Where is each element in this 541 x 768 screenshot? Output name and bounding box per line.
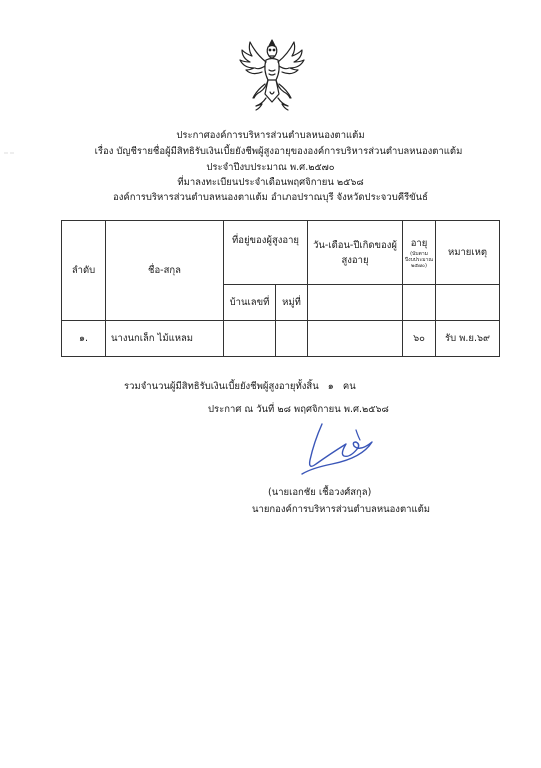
announcement-title: ประกาศองค์การบริหารส่วนตำบลหนองตาแต้ม bbox=[176, 130, 365, 141]
col-header-address: ที่อยู่ของผู้สูงอายุ bbox=[224, 221, 308, 285]
registration-period: ที่มาลงทะเบียนประจำเดือนพฤศจิกายน ๒๕๖๘ bbox=[177, 177, 364, 188]
fiscal-year: ประจำปีงบประมาณ พ.ศ.๒๕๗๐ bbox=[206, 162, 335, 173]
row-house-no bbox=[224, 321, 276, 357]
col-header-age-label: อายุ bbox=[410, 238, 428, 249]
header-blank bbox=[403, 285, 436, 321]
signatory-position: นายกองค์การบริหารส่วนตำบลหนองตาแต้ม bbox=[252, 504, 431, 515]
row-moo bbox=[276, 321, 308, 357]
announcement-date: ประกาศ ณ วันที่ ๒๘ พฤศจิกายน พ.ศ.๒๕๖๘ bbox=[208, 404, 389, 415]
col-header-birthdate: วัน-เดือน-ปีเกิดของผู้สูงอายุ bbox=[308, 221, 403, 285]
col-header-age-note: (นับตามปีงบประมาณ ๒๕๗๐) bbox=[404, 251, 434, 269]
table-row bbox=[62, 321, 500, 357]
col-header-age bbox=[403, 221, 436, 285]
col-header-name: ชื่อ-สกุล bbox=[106, 221, 224, 321]
row-remark: รับ พ.ย.๖๙ bbox=[436, 321, 500, 357]
row-age: ๖๐ bbox=[403, 321, 436, 357]
col-header-no: ลำดับ bbox=[62, 221, 106, 321]
col-header-house-no: บ้านเลขที่ bbox=[224, 285, 276, 321]
organization-line: องค์การบริหารส่วนตำบลหนองตาแต้ม อำเภอปราณบุรี จังหวัดประจวบคีรีขันธ์ bbox=[113, 192, 428, 203]
beneficiary-table bbox=[61, 220, 500, 357]
signature-icon bbox=[296, 418, 396, 480]
col-header-moo: หมู่ที่ bbox=[276, 285, 308, 321]
header-blank bbox=[308, 285, 403, 321]
summary-line: รวมจำนวนผู้มีสิทธิรับเงินเบี้ยยังชีพผู้สูงอายุทั้งสิ้น ๑ คน bbox=[124, 381, 356, 392]
header-blank bbox=[436, 285, 500, 321]
announcement-subject: เรื่อง บัญชีรายชื่อผู้มีสิทธิรับเงินเบี้ยยังชีพผู้สูงอายุขององค์การบริหารส่วนตำบลหนองตาแต้ม bbox=[94, 146, 463, 157]
col-header-remark: หมายเหตุ bbox=[436, 221, 500, 285]
row-no: ๑. bbox=[62, 321, 106, 357]
garuda-emblem-icon bbox=[232, 34, 312, 114]
signatory-name: (นายเอกชัย เชื้อวงศ์สกุล) bbox=[268, 487, 372, 498]
header-row-top bbox=[62, 221, 500, 285]
row-birthdate bbox=[308, 321, 403, 357]
row-name: นางนกเล็ก ไม้แหลม bbox=[106, 321, 224, 357]
